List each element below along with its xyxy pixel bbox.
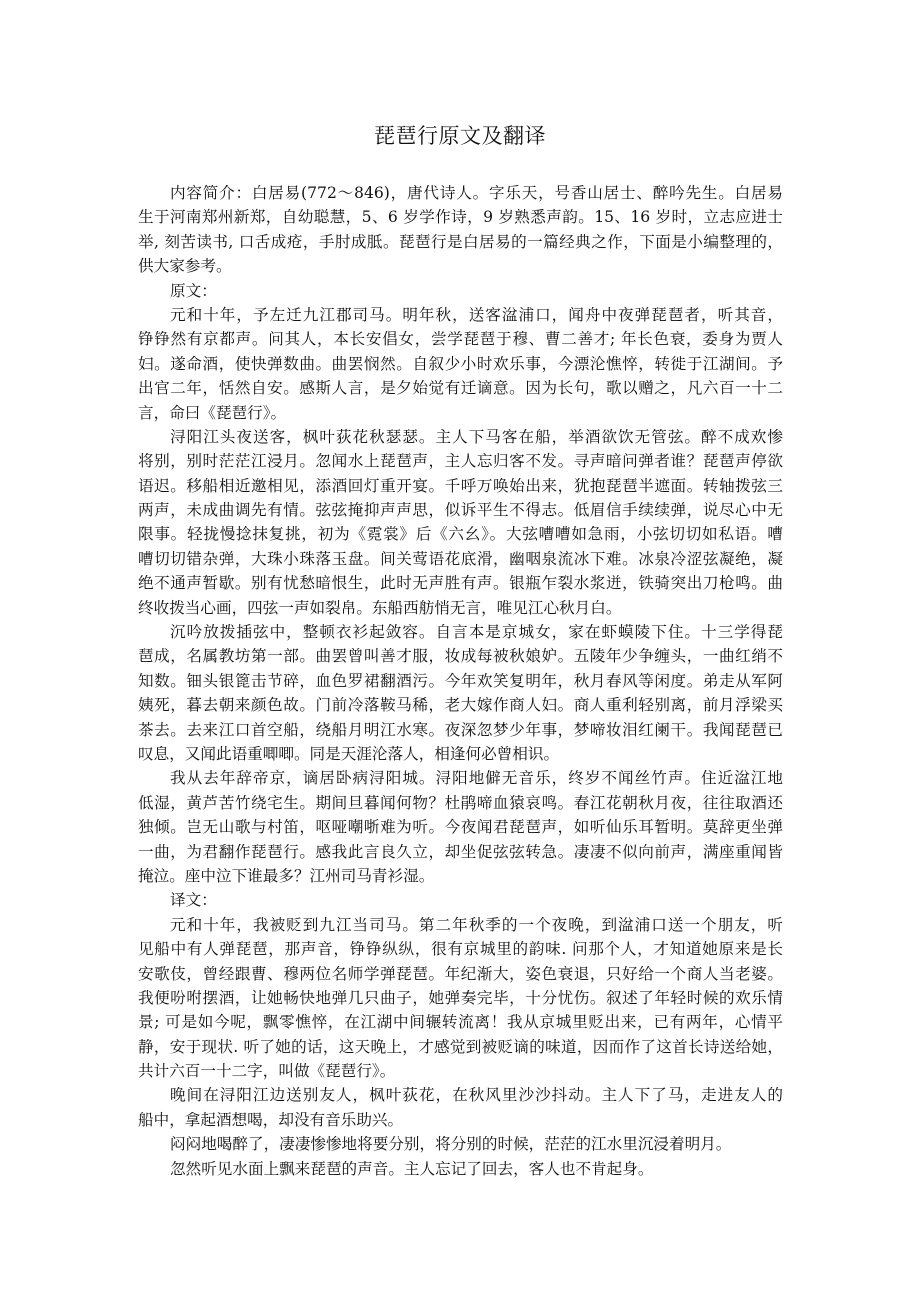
text-line: 晚间在浔阳江边送别友人，枫叶荻花，在秋风里沙沙抖动。主人下了马，走进友人的 — [170, 1086, 783, 1105]
text-line: 语迟。移船相近邀相见，添酒回灯重开宴。千呼万唤始出来，犹抱琵琶半遮面。转轴拨弦三 — [138, 476, 783, 495]
text-line: 知数。钿头银篦击节碎，血色罗裙翻酒污。今年欢笑复明年，秋月春风等闲度。弟走从军阿 — [138, 671, 783, 690]
text-line: 沉吟放拨插弦中，整顿衣衫起敛容。自言本是京城女，家在虾蟆陵下住。十三学得琵 — [170, 623, 783, 642]
text-line: 一曲，为君翻作琵琶行。感我此言良久立，却坐促弦弦转急。凄凄不似向前声，满座重闻皆 — [138, 842, 783, 861]
text-line: 举, 刻苦读书, 口舌成疮，手肘成胝。琵琶行是白居易的一篇经典之作，下面是小编整理的， — [138, 232, 783, 251]
text-line: 元和十年，我被贬到九江当司马。第二年秋季的一个夜晚，到湓浦口送一个朋友，听 — [170, 915, 783, 934]
text-line: 供大家参考。 — [138, 257, 232, 276]
paragraph-translation-2 — [138, 1083, 783, 1132]
text-line: 低湿，黄芦苦竹绕宅生。期间旦暮闻何物？杜鹃啼血猿哀鸣。春江花朝秋月夜，往往取酒还 — [138, 793, 783, 812]
text-line: 共计六百一十二字，叫做《琵琶行》。 — [138, 1062, 396, 1081]
text-line: 闷闷地喝醉了，凄凄惨惨地将要分别，将分别的时候，茫茫的江水里沉浸着明月。 — [170, 1135, 732, 1154]
text-line: 出官二年，恬然自安。感斯人言，是夕始觉有迁谪意。因为长句，歌以赠之，凡六百一十二 — [138, 379, 783, 398]
text-line: 叹息，又闻此语重唧唧。同是天涯沦落人，相逢何必曾相识。 — [138, 744, 560, 763]
text-line: 两声，未成曲调先有情。弦弦掩抑声声思，似诉平生不得志。低眉信手续续弹，说尽心中无 — [138, 501, 783, 520]
text-line: 独倾。岂无山歌与村笛，呕哑嘲哳难为听。今夜闻君琵琶声，如听仙乐耳暂明。莫辞更坐弹 — [138, 818, 783, 837]
text-line: 生于河南郑州新郑，自幼聪慧，5、6 岁学作诗，9 岁熟悉声韵。15、16 岁时，立志应进士 — [138, 208, 783, 227]
text-line: 浔阳江头夜送客，枫叶荻花秋瑟瑟。主人下马客在船，举酒欲饮无管弦。醉不成欢惨 — [170, 427, 783, 446]
text-line: 安歌伎，曾经跟曹、穆两位名师学弹琵琶。年纪渐大，姿色衰退，只好给一个商人当老婆。 — [138, 964, 783, 983]
paragraph-original-stanza-3 — [138, 766, 783, 888]
text-line: 妇。遂命酒，使快弹数曲。曲罢悯然。自叙少小时欢乐事，今漂沦憔悴，转徙于江湖间。予 — [138, 354, 783, 373]
paragraph-translation-1 — [138, 913, 783, 1084]
text-line: 将别，别时茫茫江浸月。忽闻水上琵琶声，主人忘归客不发。寻声暗问弹者谁？琵琶声停欲 — [138, 452, 783, 471]
page-title: 琵琶行原文及翻译 — [374, 124, 546, 148]
paragraph-translation-3 — [138, 1132, 783, 1156]
text-line: 终收拨当心画，四弦一声如裂帛。东船西舫悄无言，唯见江心秋月白。 — [138, 598, 622, 617]
text-line: 忽然听见水面上飘来琵琶的声音。主人忘记了回去，客人也不肯起身。 — [170, 1159, 654, 1178]
text-line: 琶成，名属教坊第一部。曲罢曾叫善才服，妆成每被秋娘妒。五陵年少争缠头，一曲红绡不 — [138, 647, 783, 666]
text-line: 静，安于现状. 听了她的话，这天晚上，才感觉到被贬谪的味道，因而作了这首长诗送给她， — [138, 1037, 783, 1056]
text-line: 原文： — [170, 281, 217, 300]
paragraph-original-stanza-2 — [138, 620, 783, 766]
text-line: 嘈切切错杂弹，大珠小珠落玉盘。间关莺语花底滑，幽咽泉流冰下难。冰泉冷涩弦凝绝，凝 — [138, 549, 783, 568]
text-line: 内容简介：白居易(772～846)，唐代诗人。字乐天，号香山居士、醉吟先生。白居易 — [170, 184, 783, 202]
document-body — [138, 181, 783, 1181]
paragraph-original-stanza-1 — [138, 425, 783, 620]
paragraph-translation-4 — [138, 1157, 783, 1181]
text-line: 限事。轻拢慢捻抹复挑，初为《霓裳》后《六幺》。大弦嘈嘈如急雨，小弦切切如私语。嘈 — [138, 525, 783, 544]
paragraph-intro — [138, 181, 783, 279]
text-line: 我从去年辞帝京，谪居卧病浔阳城。浔阳地僻无音乐，终岁不闻丝竹声。住近湓江地 — [170, 769, 783, 788]
text-line: 景; 可是如今呢，飘零憔悴，在江湖中间辗转流离！我从京城里贬出来，已有两年，心情平 — [138, 1013, 783, 1032]
paragraph-original-preface — [138, 303, 783, 425]
text-line: 我便吩咐摆酒，让她畅快地弹几只曲子，她弹奏完毕，十分忧伤。叙述了年轻时候的欢乐情 — [138, 988, 783, 1007]
text-line: 茶去。去来江口首空船，绕船月明江水寒。夜深忽梦少年事，梦啼妆泪红阑干。我闻琵琶已 — [138, 720, 783, 739]
text-line: 掩泣。座中泣下谁最多？江州司马青衫湿。 — [138, 866, 435, 885]
paragraph-translation-heading — [138, 888, 783, 912]
paragraph-original-heading — [138, 279, 783, 303]
text-line: 元和十年，予左迁九江郡司马。明年秋，送客湓浦口，闻舟中夜弹琵琶者，听其音， — [170, 305, 783, 324]
text-line: 铮铮然有京都声。问其人，本长安倡女，尝学琵琶于穆、曹二善才; 年长色衰，委身为贾人 — [138, 330, 783, 349]
text-line: 见船中有人弹琵琶，那声音，铮铮纵纵，很有京城里的韵味. 问那个人，才知道她原来是长 — [138, 940, 783, 959]
text-line: 姨死，暮去朝来颜色故。门前冷落鞍马稀，老大嫁作商人妇。商人重利轻别离，前月浮梁买 — [138, 696, 783, 715]
text-line: 绝不通声暂歇。别有忧愁暗恨生，此时无声胜有声。银瓶乍裂水浆迸，铁骑突出刀枪鸣。曲 — [138, 574, 783, 593]
text-line: 译文： — [170, 891, 217, 910]
text-line: 船中，拿起酒想喝，却没有音乐助兴。 — [138, 1110, 404, 1129]
text-line: 言，命曰《琵琶行》。 — [138, 403, 287, 422]
